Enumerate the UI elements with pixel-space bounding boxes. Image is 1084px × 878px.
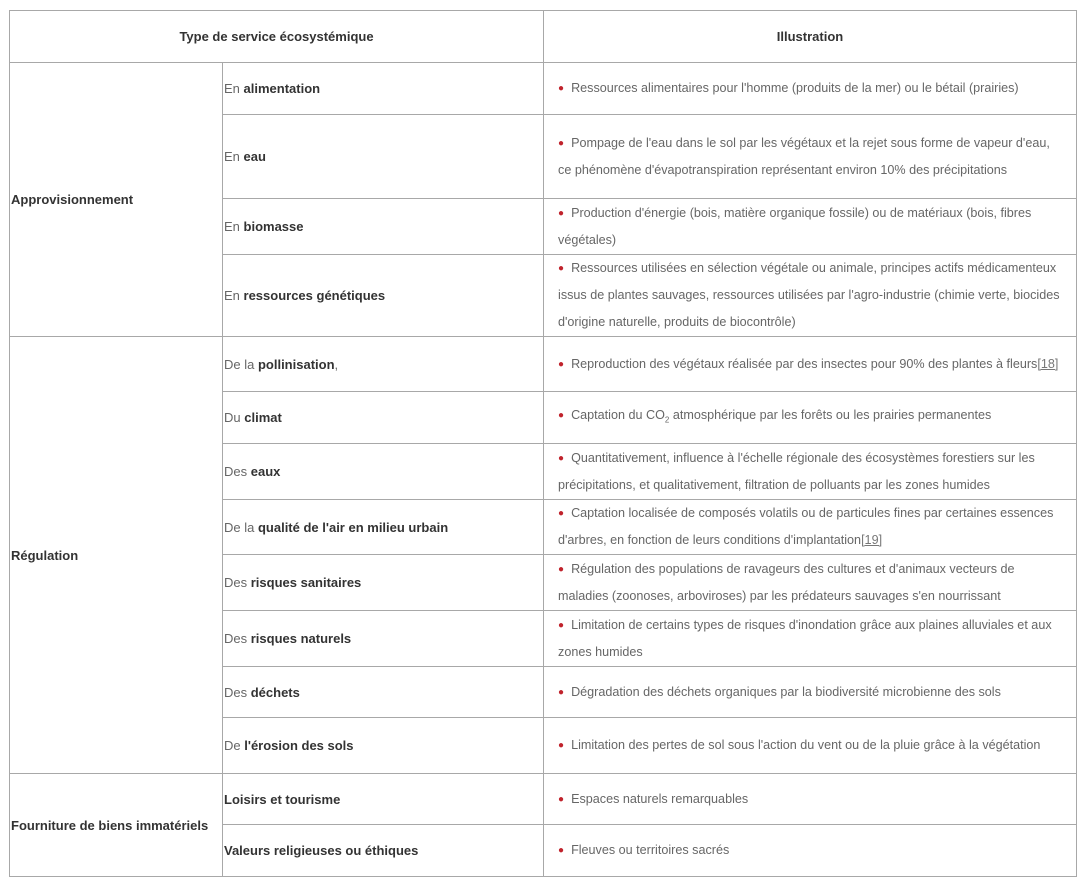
illustration-cell: ● Reproduction des végétaux réalisée par des insectes pour 90% des plantes à fleurs[18] [544, 337, 1077, 392]
bullet-icon: ● [558, 358, 565, 370]
bullet-icon: ● [558, 207, 565, 219]
illustration-cell: ● Quantitativement, influence à l'échelle régionale des écosystèmes forestiers sur les précipitations, et qualitativement, filtration de polluants par les zones humides [544, 444, 1077, 500]
illustration-cell: ● Régulation des populations de ravageurs des cultures et d'animaux vecteurs de maladies (zoonoses, arboviroses) par les prédateurs sauvages s'en nourrissant [544, 555, 1077, 611]
service-cell: Valeurs religieuses ou éthiques [223, 825, 544, 877]
table-row [10, 63, 1077, 115]
service-cell: Des eaux [223, 444, 544, 500]
bullet-icon: ● [558, 452, 565, 464]
service-cell: De l'érosion des sols [223, 718, 544, 774]
bullet-icon: ● [558, 686, 565, 698]
service-cell: Loisirs et tourisme [223, 774, 544, 825]
bullet-icon: ● [558, 137, 565, 149]
service-cell: De la qualité de l'air en milieu urbain [223, 500, 544, 555]
bullet-icon: ● [558, 263, 565, 274]
illustration-cell: ● Dégradation des déchets organiques par la biodiversité microbienne des sols [544, 667, 1077, 718]
header-illustration: Illustration [544, 11, 1077, 63]
illustration-cell: ● Limitation de certains types de risques d'inondation grâce aux plaines alluviales et aux zones humides [544, 611, 1077, 667]
service-cell: En ressources génétiques [223, 255, 544, 337]
table-row [10, 337, 1077, 392]
category-approvisionnement: Approvisionnement [10, 63, 223, 337]
bullet-icon: ● [558, 619, 565, 631]
illustration-cell: ● Ressources utilisées en sélection végétale ou animale, principes actifs médicamenteux issus de plantes sauvages, ressources utilisées par l'agro-industrie (chimie verte, biocides d'origine naturelle, produits de biocontrôle) [544, 255, 1077, 337]
illustration-cell: ● Captation localisée de composés volatils ou de particules fines par certaines essences d'arbres, en fonction de leurs conditions d'implantation[19] [544, 500, 1077, 555]
bullet-icon: ● [558, 563, 565, 575]
bullet-icon: ● [558, 740, 565, 751]
table-row [10, 774, 1077, 825]
bullet-icon: ● [558, 409, 565, 421]
reference-link[interactable]: [18] [1037, 356, 1059, 371]
bullet-icon: ● [558, 83, 565, 94]
illustration-cell: ● Ressources alimentaires pour l'homme (produits de la mer) ou le bétail (prairies) [544, 63, 1077, 115]
category-regulation: Régulation [10, 337, 223, 774]
service-cell: En alimentation [223, 63, 544, 115]
service-cell: De la pollinisation, [223, 337, 544, 392]
illustration-cell: ● Captation du $CO_2$ atmosphérique par les forêts ou les prairies permanentes [544, 392, 1077, 444]
illustration-cell: ● Espaces naturels remarquables [544, 774, 1077, 825]
bullet-icon: ● [558, 793, 565, 805]
service-cell: Des déchets [223, 667, 544, 718]
bullet-icon: ● [558, 508, 565, 519]
header-type-service: Type de service écosystémique [10, 11, 544, 63]
service-cell: Des risques sanitaires [223, 555, 544, 611]
illustration-cell: ● Limitation des pertes de sol sous l'action du vent ou de la pluie grâce à la végétation [544, 718, 1077, 774]
table-header-row [10, 11, 1077, 63]
ecosystem-services-table [9, 10, 1077, 877]
illustration-cell: ● Pompage de l'eau dans le sol par les végétaux et la rejet sous forme de vapeur d'eau, ce phénomène d'évapotranspiration représentant environ 10% des précipitations [544, 115, 1077, 199]
service-cell: Du climat [223, 392, 544, 444]
reference-link[interactable]: [19] [861, 533, 883, 547]
service-cell: Des risques naturels [223, 611, 544, 667]
bullet-icon: ● [558, 845, 565, 856]
service-cell: En biomasse [223, 199, 544, 255]
illustration-cell: ● Production d'énergie (bois, matière organique fossile) ou de matériaux (bois, fibres végétales) [544, 199, 1077, 255]
service-cell: En eau [223, 115, 544, 199]
category-immateriels: Fourniture de biens immatériels [10, 774, 223, 877]
illustration-cell: ● Fleuves ou territoires sacrés [544, 825, 1077, 877]
